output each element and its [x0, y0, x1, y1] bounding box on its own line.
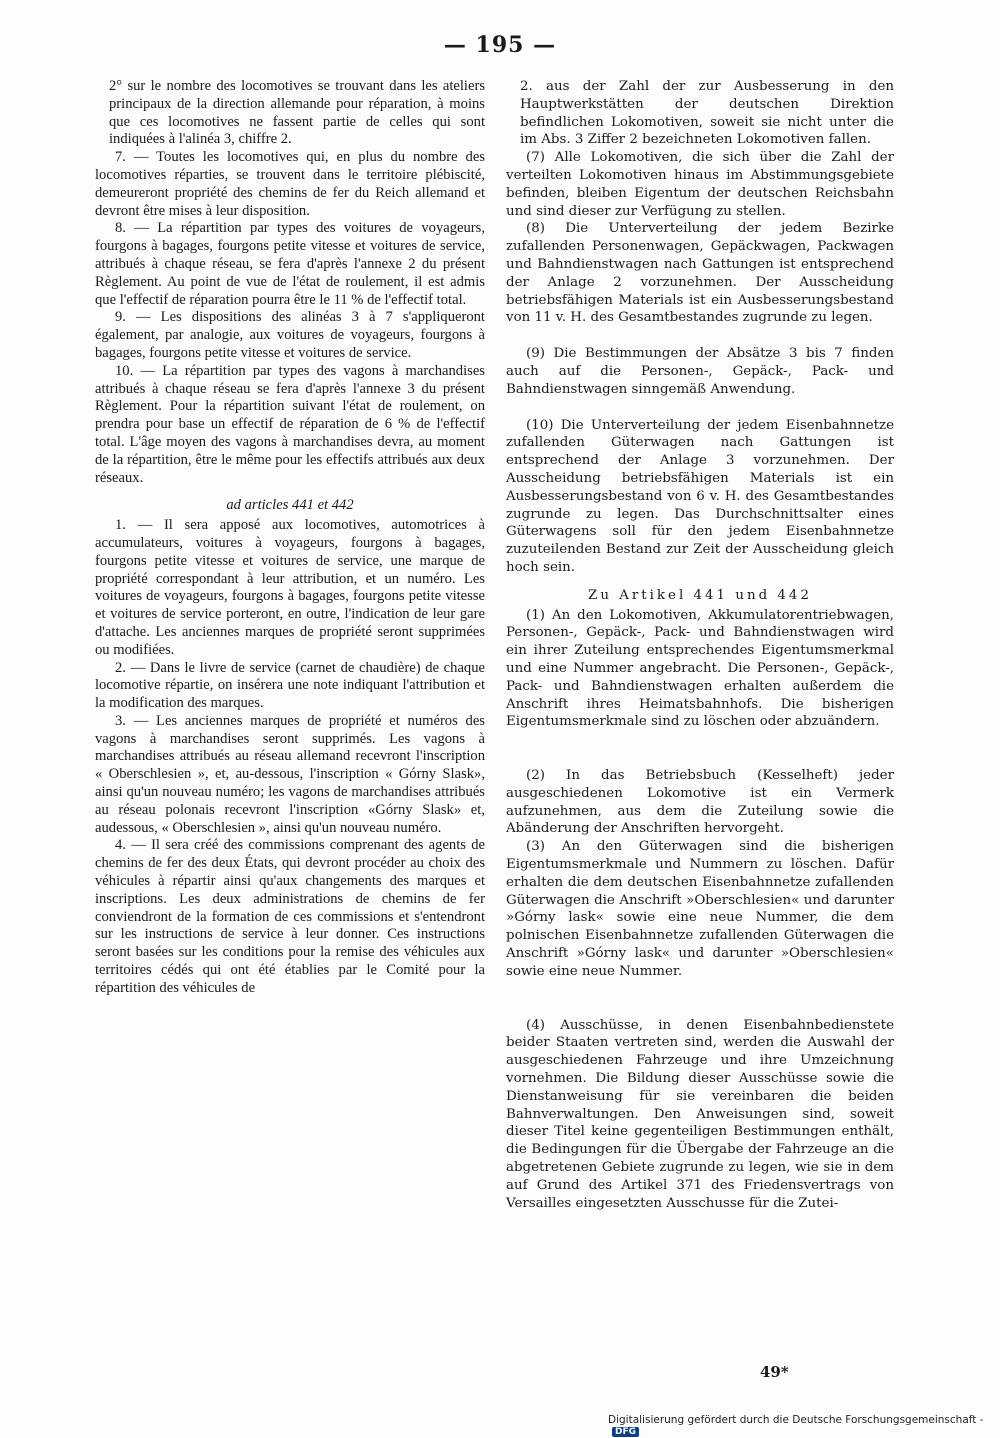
de-paragraph-q3: (3) An den Güterwagen sind die bisherigen Eigentumsmerkmale und Nummern zu löschen. Dafür erhalten die dem deutschen Eisenbahnnetze zufallenden Güterwagen die Anschrift »Oberschlesien« und darunter »Górny lask« sowie eine neue Nummer, die dem polnischen Eisenbahnnetze zufallenden Güterwagen die Anschrift »Górny lask« und darunter »Oberschlesien« sowie eine neue Nummer.	[506, 839, 894, 979]
fr-paragraph-b2: 2. — Dans le livre de service (carnet de chaudière) de chaque locomotive répartie, on insérera une note indiquant l'attribution et la modification des marques.	[95, 659, 485, 712]
fr-paragraph-10: 10. — La répartition par types des vagons à marchandises attribués à chaque réseau se fera d'après l'annexe 3 du présent Règlement. Pour la répartition suivant l'état de roulement, on prendra pour base un effectif de réparation de 6 % de l'effectif total. L'âge moyen des vagons à marchandises devra, au moment de la répartition, être le même pour les effectifs attribués aux deux réseaux.	[95, 362, 485, 486]
digitization-footer	[608, 1414, 1000, 1438]
de-section-heading: Zu Artikel 441 und 442	[588, 587, 812, 603]
page-number: — 195 —	[443, 32, 557, 58]
de-paragraph-q2: (2) In das Betriebsbuch (Kesselheft) jeder ausgeschiedenen Lokomotive ist ein Vermerk aufzunehmen, aus dem die Zuteilung sowie die Abänderung der Anschriften hervorgeht.	[506, 768, 894, 837]
fr-paragraph-b3: 3. — Les anciennes marques de propriété et numéros des vagons à marchandises seront supprimés. Les vagons à marchandises attribués au réseau allemand recevront l'inscription « Oberschlesien », et, au-dessous, l'inscription « Górny Slask», ainsi qu'un nouveau numéro; les vagons de marchandises attribués au réseau polonais recevront l'inscription «Górny Slask» et, audessous, « Oberschlesien », ainsi qu'un nouveau numéro.	[95, 712, 485, 836]
de-paragraph-8: (8) Die Unterverteilung der jedem Bezirke zufallenden Personenwagen, Gepäckwagen, Packwagen und Bahndienstwagen nach Gattungen ist entsprechend der Anlage 2 vorzunehmen. Der Ausscheidung betriebsfähigen Materials ist ein Ausbesserungsbestand von 11 v. H. des Gesamtbestandes zugrunde zu legen.	[506, 221, 894, 326]
signature-mark: 49*	[760, 1363, 789, 1381]
de-paragraph-10: (10) Die Unterverteilung der jedem Eisenbahnnetze zufallenden Güterwagen nach Gattungen ist entsprechend der Anlage 3 vorzunehmen. Der Ausscheidung betriebsfähigen Materials ist ein Ausbesserungsbestand von 6 v. H. des Gesamtbestandes zugrunde zu legen. Das Durchschnittsalter eines Güterwagens soll für den jedem Eisenbahnnetze zuzuteilenden Bestand zur Zeit der Ausscheidung gleich hoch sein.	[506, 417, 894, 575]
footer-text: Digitalisierung gefördert durch die Deutsche Forschungsgemeinschaft -	[608, 1414, 984, 1426]
german-column	[506, 78, 894, 1212]
fr-paragraph-7: 7. — Toutes les locomotives qui, en plus du nombre des locomotives réparties, se trouvent dans le territoire plébiscité, demeureront propriété des chemins de fer du Reich allemand et devront être mises à leur disposition.	[95, 149, 485, 219]
de-paragraph-q1: (1) An den Lokomotiven, Akkumulatorentriebwagen, Personen-, Gepäck-, Pack- und Bahndienstwagen wird ein ihrer Zuteilung entsprechendes Eigentumsmerkmal und eine Nummer angebracht. Die Personen-, Gepäck-, Pack- und Bahndienstwagen erhalten außerdem die Anschrift ihres Heimatsbahnhofs. Die bisherigen Eigentumsmerkmale sind zu löschen oder abzuändern.	[506, 607, 894, 730]
de-paragraph-q4: (4) Ausschüsse, in denen Eisenbahnbedienstete beider Staaten vertreten sind, werden die Auswahl der ausgeschiedenen Fahrzeuge und ihre Umzeichnung vornehmen. Die Bildung dieser Ausschüsse sowie die Dienstanweisung für sie vereinbaren die beiden Bahnverwaltungen. Den Anweisungen sind, soweit dieser Titel keine gegenteiligen Bestimmungen enthält, die Bedingungen für die Übergabe der Fahrzeuge an die abgetretenen Gebiete zugrunde zu legen, wie sie in dem auf Grund des Artikel 371 des Friedensvertrags von Versailles eingesetzten Ausschusse für die Zutei-	[506, 1017, 894, 1211]
fr-paragraph-9: 9. — Les dispositions des alinéas 3 à 7 s'appliqueront également, par analogie, aux voitures de voyageurs, fourgons à bagages, fourgons petite vitesse et voitures de service.	[95, 309, 485, 361]
fr-paragraph-2: 2° sur le nombre des locomotives se trouvant dans les ateliers principaux de la direction allemande pour réparation, à moins que ces locomotives ne fassent partie de celles qui sont indiquées à l'alinéa 3, chiffre 2.	[109, 78, 485, 148]
de-paragraph-2: 2. aus der Zahl der zur Ausbesserung in den Hauptwerkstätten der deutschen Direktion befindlichen Lokomotiven, soweit sie nicht unter die im Abs. 3 Ziffer 2 bezeichneten Lokomotiven fallen.	[520, 79, 894, 148]
fr-paragraph-b1: 1. — Il sera apposé aux locomotives, automotrices à accumulateurs, voitures à voyageurs, fourgons à bagages, fourgons petite vitesse et voitures de service, une marque de propriété correspondant à leur attribution, et un numéro. Les voitures de voyageurs, fourgons à bagages, fourgons petite vitesse et voitures de service porteront, en outre, l'indication de leur gare d'attache. Les anciennes marques de propriété seront supprimées ou modifiées.	[95, 517, 485, 658]
fr-section-heading: ad articles 441 et 442	[226, 497, 354, 514]
fr-paragraph-b4: 4. — Il sera créé des commissions comprenant des agents de chemins de fer des deux États, qui devront procéder au choix des véhicules à répartir ainsi qu'aux changements des marques et inscriptions. Les deux administrations de chemins de fer conviendront de la formation de ces commissions et s'entendront sur les instructions de service à leur donner. Ces instructions seront basées sur les conditions pour la remise des véhicules aux territoires cédés qui ont été établies par le Comité pour la répartition des véhicules de	[95, 837, 485, 996]
de-paragraph-9: (9) Die Bestimmungen der Absätze 3 bis 7 finden auch auf die Personen-, Gepäck-, Pack- und Bahndienstwagen sinngemäß Anwendung.	[506, 346, 894, 397]
french-column	[95, 78, 485, 998]
de-paragraph-7: (7) Alle Lokomotiven, die sich über die Zahl der verteilten Lokomotiven hinaus im Abstimmungsgebiete befinden, bleiben Eigentum der deutschen Reichsbahn und sind dieser zur Verfügung zu stellen.	[506, 150, 894, 219]
fr-paragraph-8: 8. — La répartition par types des voitures de voyageurs, fourgons à bagages, fourgons petite vitesse et voitures de service, attribués à chaque réseau, se fera d'après l'annexe 2 du présent Règlement. Au point de vue de l'état de roulement, il est admis que l'effectif de réparation pourra être le 11 % de l'effectif total.	[95, 220, 485, 308]
dfg-logo: DFG	[612, 1427, 639, 1437]
